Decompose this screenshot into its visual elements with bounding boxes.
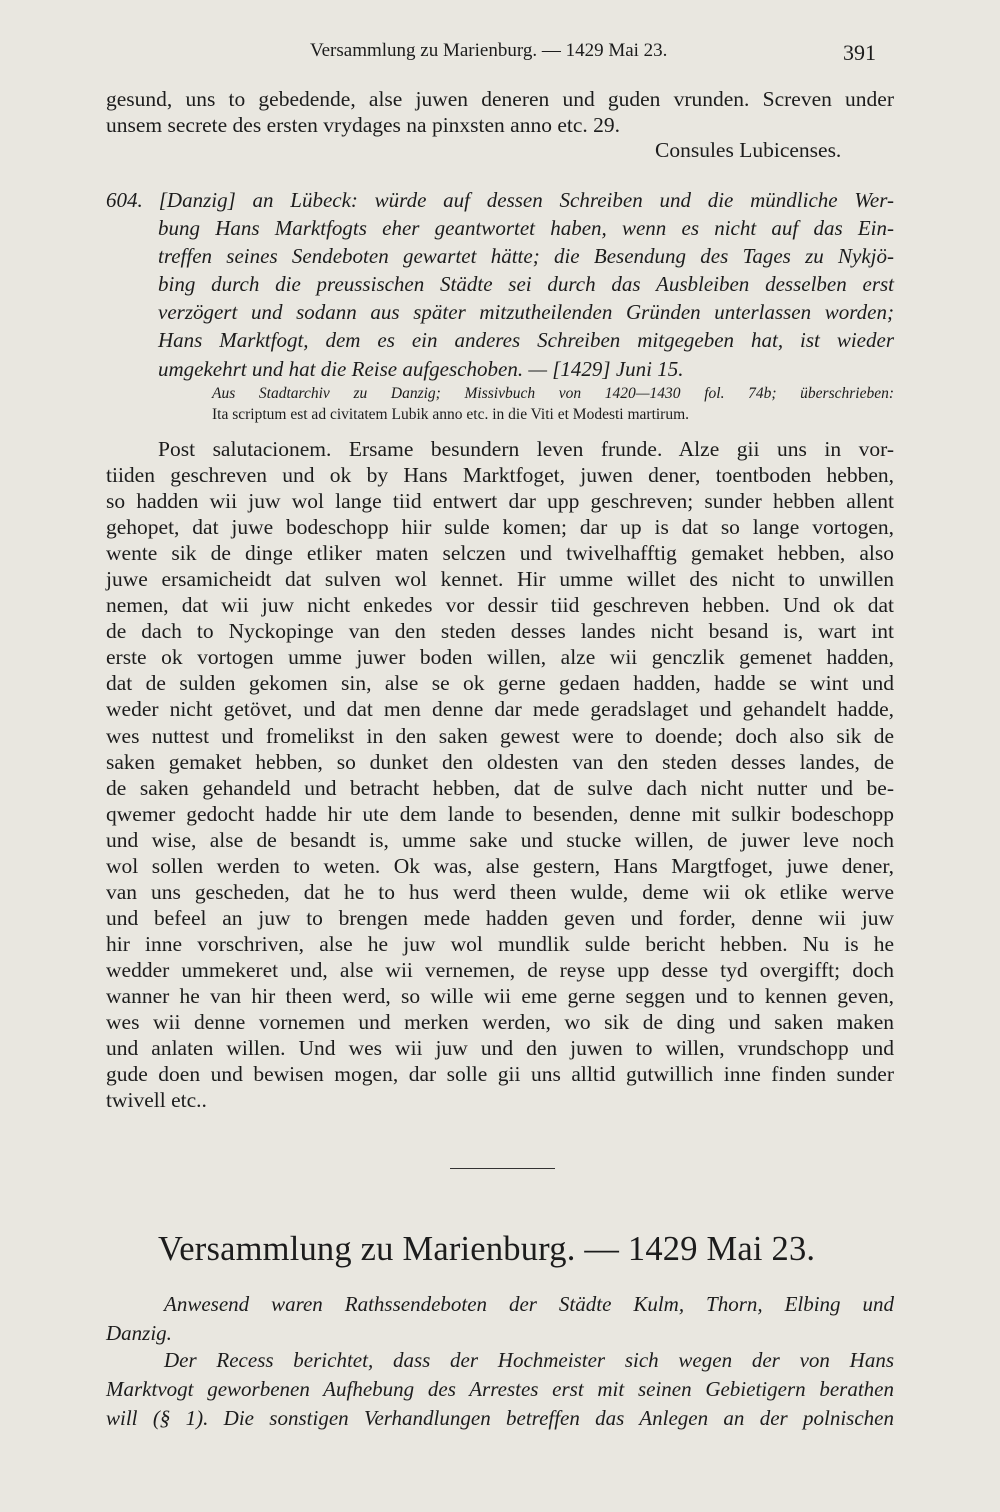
running-head: Versammlung zu Marienburg. — 1429 Mai 23. bbox=[310, 40, 668, 61]
letter-line: weder nicht getövet, und dat men denne dar mede geradslaget und gehandelt hadde, bbox=[106, 697, 894, 722]
letter-line: und wise, alse de besandt is, umme sake und stucke willen, de juwer leve noch bbox=[106, 827, 894, 852]
letter-line: so hadden wii juw wol lange tiid entwert dar upp geschreven; sunder hebben allent bbox=[106, 489, 894, 514]
regest-line: bing durch die preussischen Städte sei durch das Ausbleiben desselben erst bbox=[158, 272, 894, 297]
letter-body bbox=[106, 436, 894, 1113]
letter-line: wente sik de dinge etliker maten selczen und twivelhafftig gemaket hebben, also bbox=[106, 541, 894, 566]
regest-line: verzögert und sodann aus später mitzutheilenden Gründen unterlassen worden; bbox=[158, 300, 894, 325]
letter-line: wol sollen werden to weten. Ok was, alse gestern, Hans Margtfoget, juwe dener, bbox=[106, 853, 894, 878]
section-heading: Versammlung zu Marienburg. — 1429 Mai 23. bbox=[158, 1230, 816, 1268]
letter-line: gehopet, dat juwe bodeschopp hiir sulde komen; dar up is dat so lange vortogen, bbox=[106, 515, 894, 540]
letter-line: tiiden geschreven und ok by Hans Marktfoget, juwen dener, toentboden hebben, bbox=[106, 463, 894, 488]
regest-line bbox=[106, 186, 894, 214]
letter-line: van uns gescheden, dat he to hus werd theen wulde, deme wii ok etlike werve bbox=[106, 879, 894, 904]
text-line: unsem secrete des ersten vrydages na pinxsten anno etc. 29. bbox=[106, 113, 621, 137]
letter-line: erste ok vortogen umme juwer boden willen, alze wii genczlik gemenet hadden, bbox=[106, 645, 894, 670]
letter-line: de saken gehandeld und betracht hebben, dat de sulve dach nicht nutter und be- bbox=[106, 775, 894, 800]
section-divider bbox=[450, 1168, 555, 1169]
regest-text: [Danzig] an Lübeck: würde auf dessen Schreiben und die mündliche Wer- bbox=[158, 188, 894, 212]
recess-summary bbox=[106, 1346, 894, 1433]
attendance-line: Anwesend waren Rathssendeboten der Städte Kulm, Thorn, Elbing und bbox=[164, 1292, 894, 1316]
letter-line: wes wii denne vornemen und merken werden, wo sik de ding und saken maken bbox=[106, 1010, 894, 1035]
letter-ending bbox=[106, 86, 894, 138]
letter-line: hir inne vorschriven, alse he juw wol mundlik sulde bericht hebben. Nu is he bbox=[106, 931, 894, 956]
attendance-line: Danzig. bbox=[106, 1321, 172, 1345]
letter-line: wes nuttest und fromelikst in den saken gewest were to doende; doch also sik de bbox=[106, 723, 894, 748]
attendance-note bbox=[106, 1290, 894, 1348]
regest-line: treffen seines Sendeboten gewartet hätte; die Besendung des Tages zu Nykjö- bbox=[158, 244, 894, 269]
letter-line: und anlaten willen. Und wes wii juw und den juwen to willen, vrundschopp und bbox=[106, 1036, 894, 1061]
regest-line: bung Hans Marktfogts eher geantwortet haben, wenn es nicht auf das Ein- bbox=[158, 216, 894, 241]
text-line: gesund, uns to gebedende, alse juwen deneren und guden vrunden. Screven under bbox=[106, 87, 894, 111]
letter-line: juwe ersamicheidt dat sulven wol kennet. Hir umme willet des nicht to unwillen bbox=[106, 567, 894, 592]
regest-line: umgekehrt und hat die Reise aufgeschoben. — [1429] Juni 15. bbox=[158, 356, 684, 381]
recess-line: will (§ 1). Die sonstigen Verhandlungen betreffen das Anlegen an der polnischen bbox=[106, 1406, 894, 1430]
letter-line: twivell etc.. bbox=[106, 1088, 207, 1113]
letter-line: gude doen und bewisen mogen, dar solle gii uns alltid gutwillich inne finden sunder bbox=[106, 1062, 894, 1087]
letter-line: saken gemaket hebben, so dunket den oldesten van den steden desses landes, de bbox=[106, 749, 894, 774]
page-number: 391 bbox=[843, 40, 876, 65]
letter-line: wanner he van hir theen werd, so wille wii eme gerne seggen und to kennen geven, bbox=[106, 983, 894, 1008]
letter-line: qwemer gedocht hadde hir ute dem lande to besenden, denne mit sulkir bodeschopp bbox=[106, 801, 894, 826]
letter-line: Post salutacionem. Ersame besundern leven frunde. Alze gii uns in vor- bbox=[158, 437, 894, 461]
recess-line: Der Recess berichtet, dass der Hochmeister sich wegen der von Hans bbox=[164, 1348, 894, 1372]
source-note bbox=[212, 383, 894, 425]
letter-line: dat de sulden gekomen sin, alse se ok gerne gedaen hadden, hadde se wint und bbox=[106, 671, 894, 696]
document-number: 604. bbox=[106, 188, 143, 212]
recess-line: Marktvogt geworbenen Aufhebung des Arrestes erst mit seinen Gebietigern berathen bbox=[106, 1377, 894, 1401]
letter-line: de dach to Nyckopinge van den steden desses landes nicht besand is, wart int bbox=[106, 619, 894, 644]
letter-line: und befeel an juw to brengen mede hadden geven und forder, denne wii juw bbox=[106, 905, 894, 930]
signature: Consules Lubicenses. bbox=[655, 138, 842, 162]
letter-line: nemen, dat wii juw nicht enkedes vor dessir tiid geschreven hebben. Und ok dat bbox=[106, 593, 894, 618]
regest-line: Hans Marktfogt, dem es ein anderes Schreiben mitgegeben hat, ist wieder bbox=[158, 328, 894, 353]
regest-604 bbox=[106, 186, 894, 383]
letter-line: wedder ummekeret und, alse wii vernemen, de reyse upp desse tyd overgifft; doch bbox=[106, 957, 894, 982]
source-line: Ita scriptum est ad civitatem Lubik anno etc. in die Viti et Modesti martirum. bbox=[212, 406, 690, 423]
source-line: Aus Stadtarchiv zu Danzig; Missivbuch von 1420—1430 fol. 74b; überschrieben: bbox=[212, 385, 894, 402]
